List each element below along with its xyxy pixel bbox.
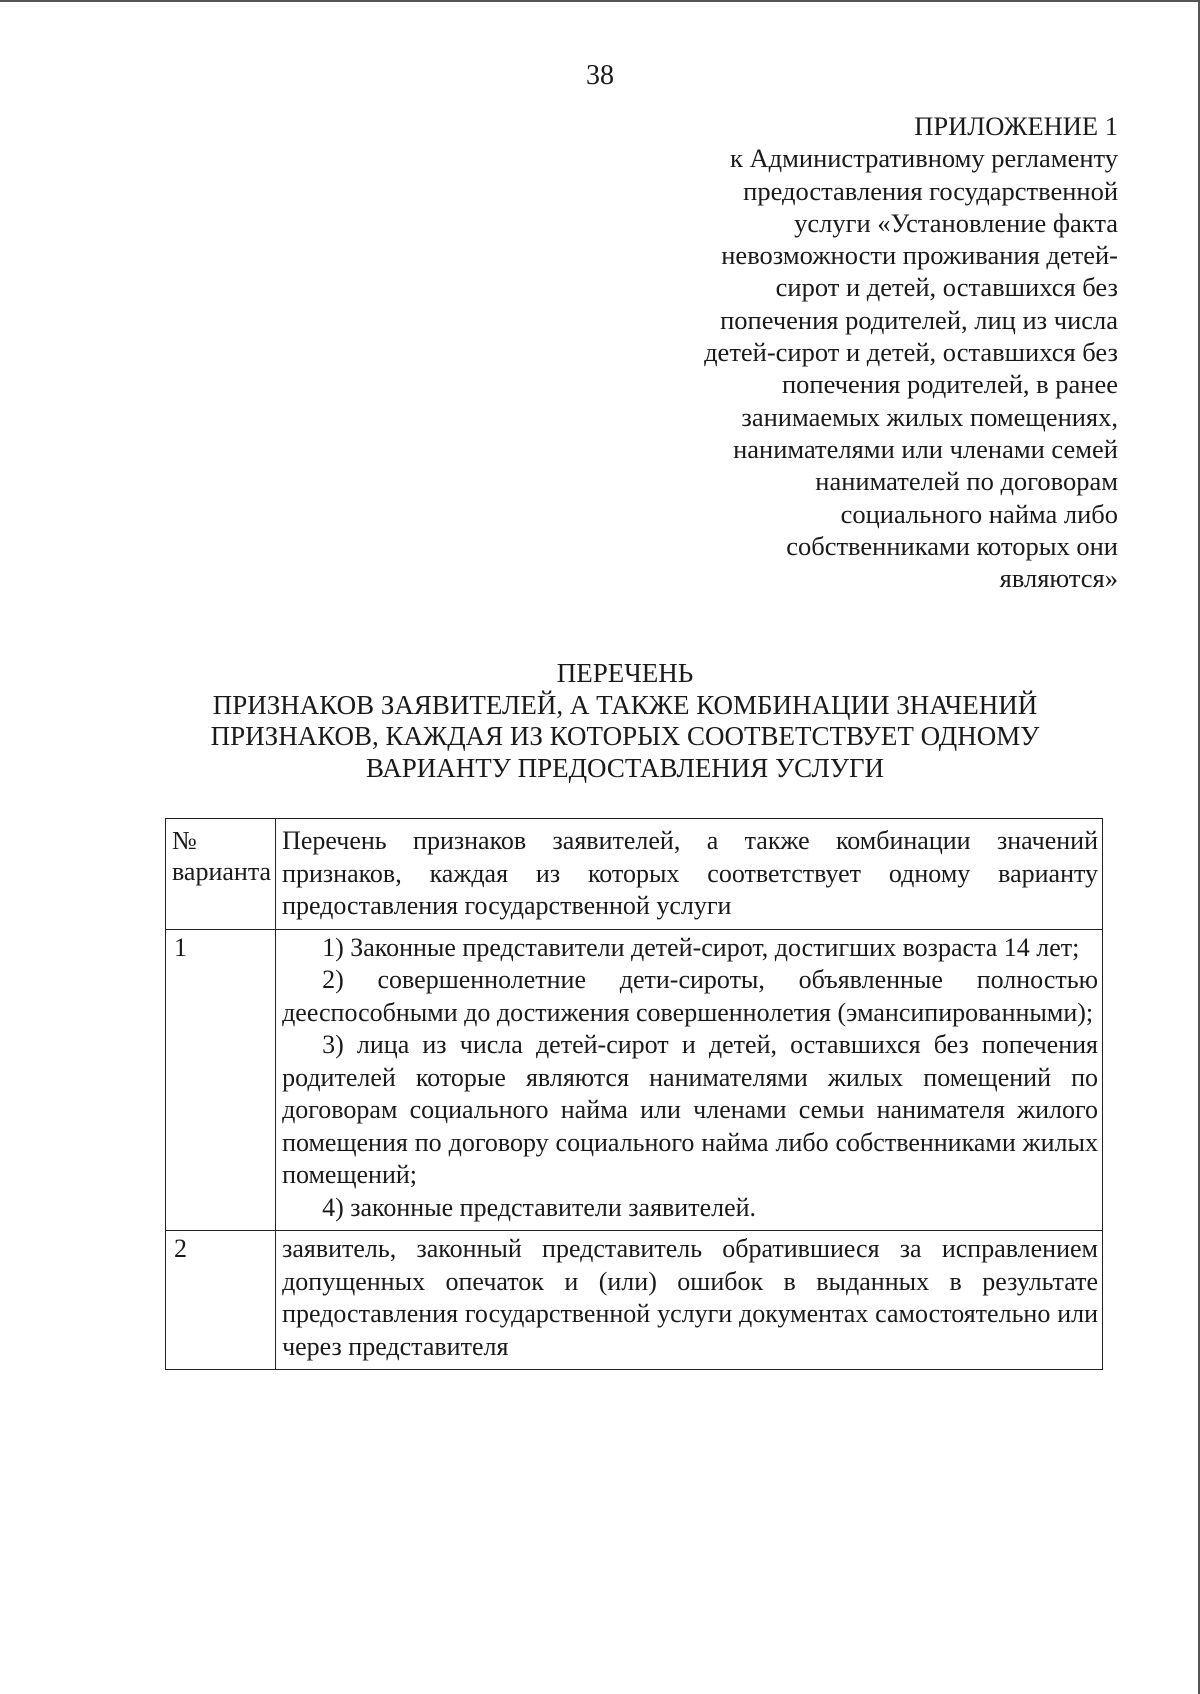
- attribute-item: заявитель, законный представитель обратившиеся за исправлением допущенных опечаток и (или) ошибок в выданных в результате предоставления государственной услуги документах самостоятельно или через представителя: [282, 1234, 1098, 1361]
- variant-attributes: [276, 1231, 1103, 1370]
- variant-number: 1: [166, 929, 276, 1231]
- column-header-attributes: Перечень признаков заявителей, а также комбинации значений признаков, каждая из которых соответствует одному варианту предоставления государственной услуги: [276, 819, 1103, 930]
- appendix-line: занимаемых жилых помещениях,: [741, 401, 1118, 432]
- appendix-line: собственниками которых они: [786, 530, 1118, 561]
- appendix-line: нанимателей по договорам: [815, 466, 1118, 497]
- appendix-line: невозможности проживания детей-: [721, 240, 1118, 271]
- appendix-line: попечения родителей, в ранее: [782, 369, 1118, 400]
- table-header-row: [166, 819, 1103, 930]
- heading-line: ПРИЗНАКОВ ЗАЯВИТЕЛЕЙ, А ТАКЖЕ КОМБИНАЦИИ ЗНАЧЕНИЙ: [212, 689, 1038, 720]
- appendix-line: социального найма либо: [840, 498, 1118, 529]
- attribute-item: 3) лица из числа детей-сирот и детей, оставшихся без попечения родителей которые являются нанимателями жилых помещений по договорам социального найма или членами семьи нанимателя жилого помещения по договору социального найма либо собственниками жилых помещений;: [282, 1030, 1098, 1189]
- variants-table: [165, 818, 1103, 1370]
- heading-line: ВАРИАНТУ ПРЕДОСТАВЛЕНИЯ УСЛУГИ: [365, 752, 885, 783]
- appendix-line: детей-сирот и детей, оставшихся без: [704, 337, 1118, 368]
- heading-line: ПРИЗНАКОВ, КАЖДАЯ ИЗ КОТОРЫХ СООТВЕТСТВУЕТ ОДНОМУ: [210, 721, 1040, 751]
- variant-number: 2: [166, 1231, 276, 1370]
- appendix-block: [658, 110, 1118, 594]
- appendix-line: нанимателями или членами семей: [733, 433, 1118, 464]
- appendix-line: попечения родителей, лиц из числа: [720, 304, 1118, 335]
- page-number: 38: [586, 60, 614, 91]
- attribute-item: 2) совершеннолетние дети-сироты, объявленные полностью дееспособными до достижения совершеннолетия (эмансипированными);: [282, 965, 1098, 1027]
- appendix-title: ПРИЛОЖЕНИЕ 1: [914, 111, 1118, 141]
- column-header-variant-number: № варианта: [166, 819, 276, 930]
- page-edge-top: [0, 0, 1200, 2]
- table-row: [166, 929, 1103, 1231]
- table-row: [166, 1231, 1103, 1370]
- appendix-line: услуги «Установление факта: [794, 207, 1118, 238]
- attribute-item: 4) законные представители заявителей.: [322, 1192, 757, 1222]
- document-heading: [150, 658, 1100, 784]
- appendix-line: являются»: [999, 563, 1118, 594]
- variant-attributes: [276, 929, 1103, 1231]
- attribute-item: 1) Законные представители детей-сирот, достигших возраста 14 лет;: [322, 932, 1080, 962]
- heading-line: ПЕРЕЧЕНЬ: [556, 658, 694, 688]
- appendix-line: сирот и детей, оставшихся без: [775, 272, 1118, 303]
- appendix-line: к Административному регламенту: [730, 143, 1118, 174]
- appendix-line: предоставления государственной: [743, 175, 1118, 206]
